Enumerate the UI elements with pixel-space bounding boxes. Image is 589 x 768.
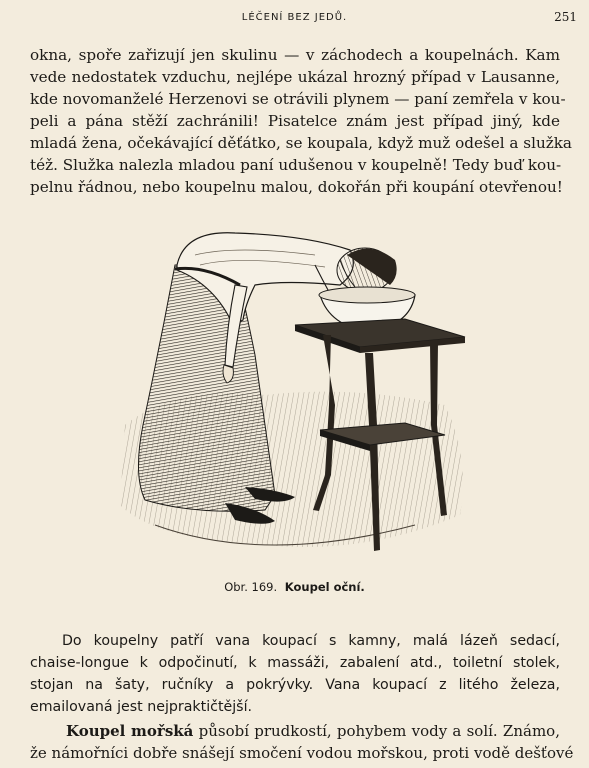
caption-number: Obr. 169. — [224, 580, 278, 594]
text-line: peli a pána stěží zachránili! Pisatelce znám jest případ jiný, kde — [30, 112, 560, 130]
text-line: emailovaná jest nejpraktičtější. — [30, 699, 253, 715]
illustration-eye-bath — [115, 225, 475, 570]
text-run: působí prudkostí, pohybem vody a solí. Známo, — [193, 722, 560, 740]
running-title: LÉČENÍ BEZ JEDŮ. — [241, 12, 348, 23]
skirt — [138, 265, 275, 511]
paragraph-sea-bath — [30, 720, 574, 764]
text-line: pelnu řádnou, nebo koupelnu malou, dokořán při koupání otevřenou! — [30, 178, 563, 196]
term-sea-bath: Koupel mořská — [66, 722, 194, 740]
text-line: stojan na šaty, ručníky a pokrývky. Vana koupací z litého železa, — [30, 677, 560, 693]
page-number: 251 — [554, 10, 577, 24]
text-line: okna, spoře zařizují jen skulinu — v záchodech a koupelnách. Kam — [30, 46, 560, 64]
text-line: kde novomanželé Herzenovi se otrávili plynem — paní zemřela v kou- — [30, 90, 566, 108]
text-line: chaise-longue k odpočinutí, k massáži, zabalení atd., toiletní stolek, — [30, 655, 560, 671]
text-line: vede nedostatek vzduchu, nejlépe ukázal hrozný případ v Lausanne, — [30, 68, 560, 86]
text-line: též. Služka nalezla mladou paní udušenou v koupelně! Tedy buď kou- — [30, 156, 562, 174]
figure-caption — [0, 580, 589, 594]
text-line: Do koupelny patří vana koupací s kamny, malá lázeň sedací, — [62, 633, 560, 649]
text-line — [66, 720, 560, 742]
text-line: že námořníci dobře snášejí smočení vodou mořskou, proti vodě dešťové — [30, 744, 574, 762]
paragraph-ventilation — [30, 44, 572, 198]
text-line: mladá žena, očekávající děťátko, se koupala, když muž odešel a služka — [30, 134, 572, 152]
caption-text: Koupel oční. — [284, 580, 365, 594]
running-head — [0, 10, 589, 26]
paragraph-bathroom-items — [30, 630, 560, 718]
